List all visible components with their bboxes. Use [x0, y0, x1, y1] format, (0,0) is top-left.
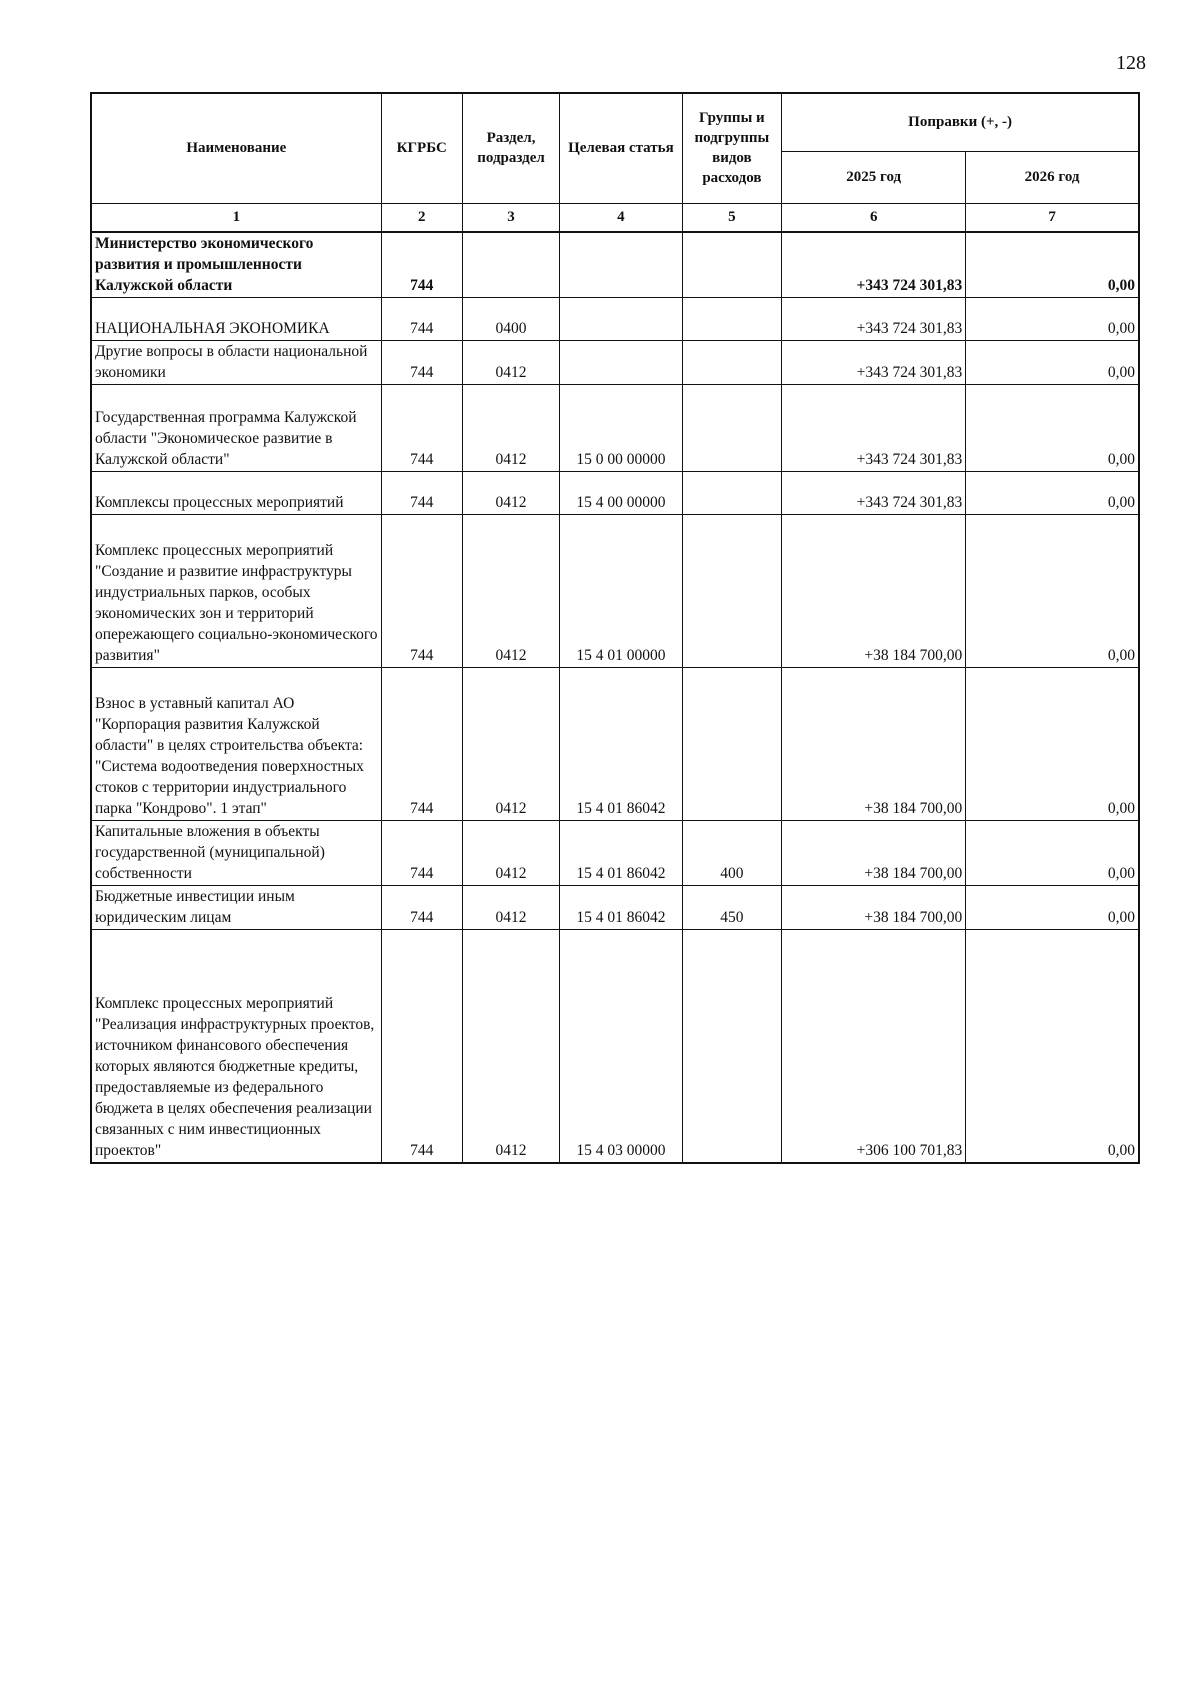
row-name: НАЦИОНАЛЬНАЯ ЭКОНОМИКА: [91, 297, 381, 340]
row-target: 15 4 01 00000: [560, 514, 682, 667]
table-row: [91, 667, 1139, 820]
header-amendments: Поправки (+, -): [782, 93, 1139, 151]
row-group: [682, 514, 782, 667]
row-group: [682, 929, 782, 1163]
row-amount-2025: +306 100 701,83: [782, 929, 966, 1163]
header-year-2025: 2025 год: [782, 151, 966, 203]
row-section: 0412: [462, 929, 559, 1163]
row-section: 0412: [462, 384, 559, 471]
row-amount-2025: +343 724 301,83: [782, 297, 966, 340]
row-kgrbs: 744: [381, 232, 462, 298]
row-group: 400: [682, 820, 782, 885]
row-group: [682, 232, 782, 298]
table-row: [91, 929, 1139, 1163]
row-group: [682, 384, 782, 471]
row-target: 15 4 01 86042: [560, 820, 682, 885]
page-number: 128: [1116, 52, 1146, 74]
row-name: Капитальные вложения в объекты государственной (муниципальной) собственности: [91, 820, 381, 885]
row-kgrbs: 744: [381, 340, 462, 384]
row-name: Бюджетные инвестиции иным юридическим лицам: [91, 885, 381, 929]
row-amount-2025: +343 724 301,83: [782, 232, 966, 298]
row-name: Министерство экономического развития и промышленности Калужской области: [91, 232, 381, 298]
row-name: Комплексы процессных мероприятий: [91, 471, 381, 514]
header-name: Наименование: [91, 93, 381, 203]
row-amount-2026: 0,00: [966, 514, 1139, 667]
row-kgrbs: 744: [381, 384, 462, 471]
row-amount-2025: +38 184 700,00: [782, 667, 966, 820]
table-row: [91, 384, 1139, 471]
row-amount-2025: +38 184 700,00: [782, 820, 966, 885]
column-number: 1: [91, 203, 381, 232]
row-kgrbs: 744: [381, 471, 462, 514]
row-target: 15 0 00 00000: [560, 384, 682, 471]
row-amount-2025: +343 724 301,83: [782, 471, 966, 514]
header-target: Целевая статья: [560, 93, 682, 203]
row-amount-2026: 0,00: [966, 297, 1139, 340]
row-name: Государственная программа Калужской области "Экономическое развитие в Калужской области": [91, 384, 381, 471]
row-kgrbs: 744: [381, 514, 462, 667]
row-group: [682, 471, 782, 514]
row-target: 15 4 01 86042: [560, 667, 682, 820]
table-row: [91, 232, 1139, 298]
table-row: [91, 471, 1139, 514]
row-target: [560, 340, 682, 384]
row-kgrbs: 744: [381, 885, 462, 929]
row-kgrbs: 744: [381, 667, 462, 820]
column-number: 2: [381, 203, 462, 232]
row-section: 0412: [462, 820, 559, 885]
row-kgrbs: 744: [381, 929, 462, 1163]
column-number: 3: [462, 203, 559, 232]
row-section: 0400: [462, 297, 559, 340]
table-row: [91, 297, 1139, 340]
row-section: 0412: [462, 885, 559, 929]
row-amount-2026: 0,00: [966, 232, 1139, 298]
row-group: [682, 297, 782, 340]
header-year-2026: 2026 год: [966, 151, 1139, 203]
table-row: [91, 820, 1139, 885]
row-amount-2025: +343 724 301,83: [782, 384, 966, 471]
column-number: 5: [682, 203, 782, 232]
row-target: 15 4 00 00000: [560, 471, 682, 514]
row-amount-2026: 0,00: [966, 820, 1139, 885]
header-section: Раздел, подраздел: [462, 93, 559, 203]
row-amount-2026: 0,00: [966, 384, 1139, 471]
row-section: 0412: [462, 340, 559, 384]
row-kgrbs: 744: [381, 297, 462, 340]
row-name: Комплекс процессных мероприятий "Реализация инфраструктурных проектов, источником финансового обеспечения которых являются бюджетные кредиты, предоставляемые из федерального бюджета в целях обеспечения реализации связанных с ним инвестиционных проектов": [91, 929, 381, 1163]
row-group: 450: [682, 885, 782, 929]
row-name: Взнос в уставный капитал АО "Корпорация развития Калужской области" в целях строительства объекта: "Система водоотведения поверхностных стоков с территории индустриального парка "Кондрово". 1 этап": [91, 667, 381, 820]
row-amount-2025: +343 724 301,83: [782, 340, 966, 384]
row-group: [682, 340, 782, 384]
column-number: 7: [966, 203, 1139, 232]
row-amount-2025: +38 184 700,00: [782, 885, 966, 929]
row-amount-2026: 0,00: [966, 885, 1139, 929]
row-target: 15 4 01 86042: [560, 885, 682, 929]
row-amount-2026: 0,00: [966, 929, 1139, 1163]
table-row: [91, 885, 1139, 929]
row-amount-2026: 0,00: [966, 471, 1139, 514]
header-kgrbs: КГРБС: [381, 93, 462, 203]
row-name: Другие вопросы в области национальной экономики: [91, 340, 381, 384]
row-section: [462, 232, 559, 298]
row-amount-2026: 0,00: [966, 340, 1139, 384]
row-section: 0412: [462, 514, 559, 667]
row-group: [682, 667, 782, 820]
column-number: 6: [782, 203, 966, 232]
row-target: 15 4 03 00000: [560, 929, 682, 1163]
table-row: [91, 340, 1139, 384]
header-groups: Группы и подгруппы видов расходов: [682, 93, 782, 203]
budget-amendments-table: [90, 92, 1140, 1164]
row-kgrbs: 744: [381, 820, 462, 885]
row-amount-2026: 0,00: [966, 667, 1139, 820]
column-number: 4: [560, 203, 682, 232]
row-target: [560, 297, 682, 340]
row-section: 0412: [462, 667, 559, 820]
row-amount-2025: +38 184 700,00: [782, 514, 966, 667]
row-target: [560, 232, 682, 298]
row-name: Комплекс процессных мероприятий "Создание и развитие инфраструктуры индустриальных парков, особых экономических зон и территорий опережающего социально-экономического развития": [91, 514, 381, 667]
row-section: 0412: [462, 471, 559, 514]
table-row: [91, 514, 1139, 667]
